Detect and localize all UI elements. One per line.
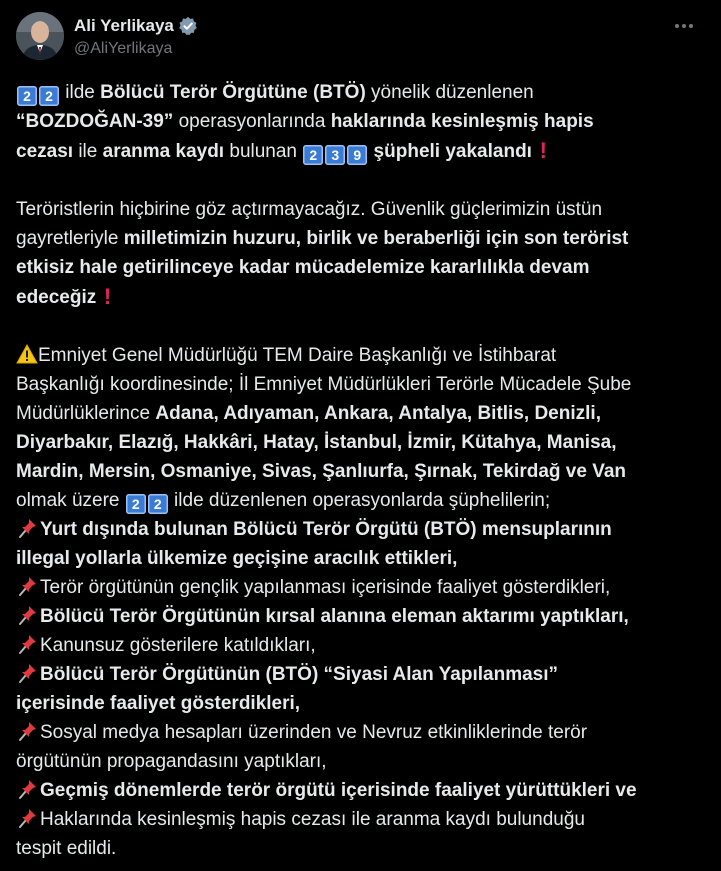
- text-line: [16, 341, 706, 370]
- bold-segment: illegal yollarla ülkemize geçişine aracılık ettikleri,: [16, 548, 458, 569]
- more-options-icon[interactable]: [667, 12, 701, 40]
- tweet-text: [16, 78, 706, 863]
- operation-name: “BOZDOĞAN-39”: [16, 111, 174, 132]
- text-segment: Kanunsuz gösterilere katıldıkları,: [40, 635, 316, 656]
- author-name[interactable]: Ali Yerlikaya: [74, 16, 174, 35]
- keycap-digit-icon: 2: [17, 86, 37, 106]
- text-line: [16, 544, 706, 573]
- tweet-header: [16, 12, 705, 64]
- text-line: [16, 486, 706, 515]
- verified-badge-icon[interactable]: [178, 16, 198, 36]
- text-segment: Müdürlüklerince: [16, 403, 156, 424]
- bold-segment: şüpheli yakalandı: [368, 141, 532, 162]
- text-segment: operasyonlarında: [173, 111, 331, 132]
- keycap-digit-icon: 2: [126, 494, 146, 514]
- text-segment: bulunan: [224, 141, 303, 162]
- text-line: [16, 78, 706, 107]
- red-exclamation-icon: !: [103, 284, 112, 309]
- text-segment: olmak üzere: [16, 490, 125, 511]
- list-item: [16, 660, 706, 689]
- text-line: [16, 689, 706, 718]
- pushpin-icon: [16, 517, 40, 539]
- bold-segment: Bölücü Terör Örgütünün (BTÖ) “Siyasi Alan Yapılanması”: [40, 664, 559, 685]
- bold-segment: edeceğiz: [16, 287, 97, 308]
- text-line: [16, 282, 706, 312]
- text-line: tespit edildi.: [16, 838, 117, 859]
- text-segment: yönelik düzenlenen: [365, 82, 534, 103]
- warning-sign-icon: [16, 344, 38, 364]
- pushpin-icon: [16, 720, 40, 742]
- text-line: [16, 253, 706, 282]
- text-segment: Emniyet Genel Müdürlüğü TEM Daire Başkanlığı ve İstihbarat: [38, 345, 557, 366]
- text-line: örgütünün propagandasını yaptıkları,: [16, 751, 327, 772]
- bold-segment: Bölücü Terör Örgütünün kırsal alanına eleman aktarımı yaptıkları,: [40, 606, 629, 627]
- list-item: [16, 631, 706, 660]
- keycap-digit-icon: 2: [303, 145, 323, 165]
- text-line: [16, 457, 706, 486]
- pushpin-icon: [16, 575, 40, 597]
- pushpin-icon: [16, 807, 40, 829]
- avatar-photo-icon: [16, 12, 64, 60]
- list-item: [16, 515, 706, 544]
- keycap-digit-icon: 3: [325, 145, 345, 165]
- keycap-digit-icon: 2: [39, 86, 59, 106]
- text-line: [16, 224, 706, 253]
- avatar[interactable]: [16, 12, 64, 60]
- bold-segment: milletimizin huzuru, birlik ve beraberliği için son terörist: [123, 228, 629, 249]
- text-line: [16, 428, 706, 457]
- author-info: [74, 16, 198, 58]
- bold-segment: Yurt dışında bulunan Bölücü Terör Örgütü (BTÖ) mensuplarının: [40, 519, 612, 540]
- pushpin-icon: [16, 778, 40, 800]
- pushpin-icon: [16, 604, 40, 626]
- text-line: Başkanlığı koordinesinde; İl Emniyet Müdürlükleri Terörle Mücadele Şube: [16, 374, 632, 395]
- bold-segment: Adana, Adıyaman, Ankara, Antalya, Bitlis, Denizli,: [155, 403, 601, 424]
- list-item: [16, 602, 706, 631]
- bold-segment: etkisiz hale getirilinceye kadar mücadelemize kararlılıkla devam: [16, 257, 590, 278]
- keycap-digit-icon: 9: [347, 145, 367, 165]
- text-line: [16, 136, 706, 166]
- bold-segment: Geçmiş dönemlerde terör örgütü içerisinde faaliyet yürüttükleri ve: [40, 780, 637, 801]
- red-exclamation-icon: !: [539, 138, 547, 163]
- text-line: [16, 107, 706, 136]
- bold-segment: Mardin, Mersin, Osmaniye, Sivas, Şanlıurfa, Şırnak, Tekirdağ ve Van: [16, 461, 626, 482]
- bold-segment: cezası: [16, 141, 74, 162]
- pushpin-icon: [16, 633, 40, 655]
- list-item: [16, 776, 706, 805]
- list-item: [16, 573, 706, 602]
- text-segment: Terör örgütünün gençlik yapılanması içerisinde faaliyet gösterdikleri,: [40, 577, 611, 598]
- text-line: [16, 399, 706, 428]
- text-segment: ile: [73, 141, 103, 162]
- pushpin-icon: [16, 662, 40, 684]
- list-item: [16, 718, 706, 747]
- bold-segment: Diyarbakır, Elazığ, Hakkâri, Hatay, İstanbul, İzmir, Kütahya, Manisa,: [16, 432, 617, 453]
- text-segment: Haklarında kesinleşmiş hapis cezası ile aranma kaydı bulunduğu: [40, 809, 585, 830]
- text-segment: gayretleriyle: [16, 228, 124, 249]
- text-segment: ilde: [60, 82, 101, 103]
- text-line: Teröristlerin hiçbirine göz açtırmayacağız. Güvenlik güçlerimizin üstün: [16, 199, 603, 220]
- keycap-digit-icon: 2: [148, 494, 168, 514]
- bold-segment: aranma kaydı: [102, 141, 225, 162]
- bold-segment: içerisinde faaliyet gösterdikleri,: [16, 693, 301, 714]
- list-item: [16, 805, 706, 834]
- text-segment: ilde düzenlenen operasyonlarda şüphelilerin;: [168, 490, 551, 511]
- author-handle[interactable]: @AliYerlikaya: [74, 40, 173, 57]
- bold-segment: haklarında kesinleşmiş hapis: [330, 111, 594, 132]
- bold-segment: Bölücü Terör Örgütüne (BTÖ): [100, 82, 366, 103]
- text-segment: Sosyal medya hesapları üzerinden ve Nevruz etkinliklerinde terör: [40, 722, 588, 743]
